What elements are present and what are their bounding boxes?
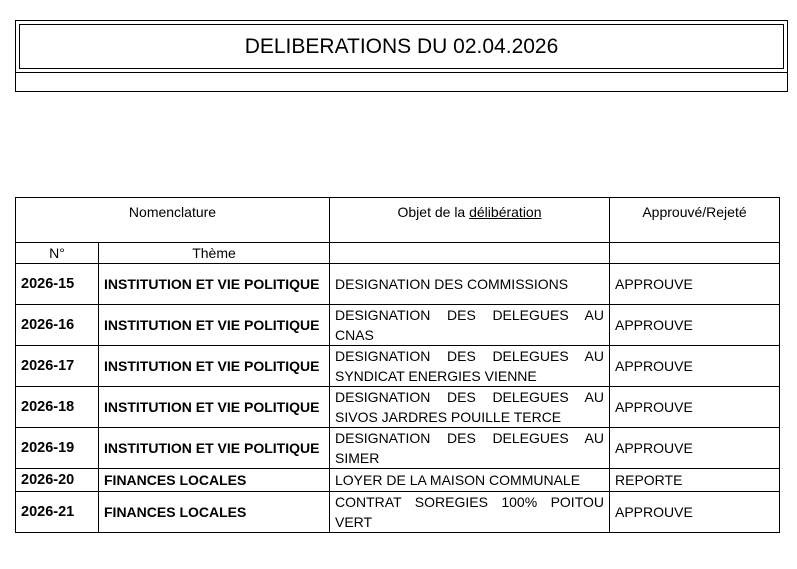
cell-theme: INSTITUTION ET VIE POLITIQUE (99, 305, 330, 346)
cell-statut: APPROUVE (610, 264, 780, 305)
page-title: DELIBERATIONS DU 02.04.2026 (19, 24, 784, 69)
table-row (16, 492, 780, 533)
cell-statut: APPROUVE (610, 387, 780, 428)
deliberations-table (15, 197, 780, 533)
header-objet-underlined: délibération (469, 204, 542, 220)
cell-objet: DESIGNATION DES DELEGUES AU SIMER (330, 428, 610, 469)
header-nomenclature: Nomenclature (16, 198, 330, 243)
header-numero: N° (16, 243, 99, 264)
cell-numero: 2026-18 (16, 387, 99, 428)
cell-theme: INSTITUTION ET VIE POLITIQUE (99, 264, 330, 305)
cell-numero: 2026-17 (16, 346, 99, 387)
table-row (16, 469, 780, 492)
cell-statut: REPORTE (610, 469, 780, 492)
cell-objet: DESIGNATION DES DELEGUES AU SYNDICAT ENERGIES VIENNE (330, 346, 610, 387)
cell-numero: 2026-16 (16, 305, 99, 346)
header-theme: Thème (99, 243, 330, 264)
title-divider (16, 72, 787, 73)
cell-objet: DESIGNATION DES DELEGUES AU SIVOS JARDRES POUILLE TERCE (330, 387, 610, 428)
header-row (16, 198, 780, 243)
subheader-empty-objet (330, 243, 610, 264)
cell-statut: APPROUVE (610, 305, 780, 346)
subheader-empty-statut (610, 243, 780, 264)
table-row (16, 264, 780, 305)
cell-numero: 2026-21 (16, 492, 99, 533)
table-row (16, 387, 780, 428)
cell-objet: LOYER DE LA MAISON COMMUNALE (330, 469, 610, 492)
cell-theme: INSTITUTION ET VIE POLITIQUE (99, 387, 330, 428)
subheader-row (16, 243, 780, 264)
header-objet (330, 198, 610, 243)
header-objet-prefix: Objet de la (397, 204, 470, 220)
cell-numero: 2026-19 (16, 428, 99, 469)
table-row (16, 346, 780, 387)
cell-objet: DESIGNATION DES DELEGUES AU CNAS (330, 305, 610, 346)
cell-numero: 2026-20 (16, 469, 99, 492)
header-approuve: Approuvé/Rejeté (610, 198, 780, 243)
cell-statut: APPROUVE (610, 346, 780, 387)
cell-theme: FINANCES LOCALES (99, 492, 330, 533)
cell-theme: INSTITUTION ET VIE POLITIQUE (99, 428, 330, 469)
cell-statut: APPROUVE (610, 492, 780, 533)
cell-statut: APPROUVE (610, 428, 780, 469)
cell-numero: 2026-15 (16, 264, 99, 305)
title-frame (15, 20, 788, 92)
cell-theme: FINANCES LOCALES (99, 469, 330, 492)
table-row (16, 305, 780, 346)
table-row (16, 428, 780, 469)
cell-objet: DESIGNATION DES COMMISSIONS (330, 264, 610, 305)
cell-objet: CONTRAT SOREGIES 100% POITOU VERT (330, 492, 610, 533)
cell-theme: INSTITUTION ET VIE POLITIQUE (99, 346, 330, 387)
